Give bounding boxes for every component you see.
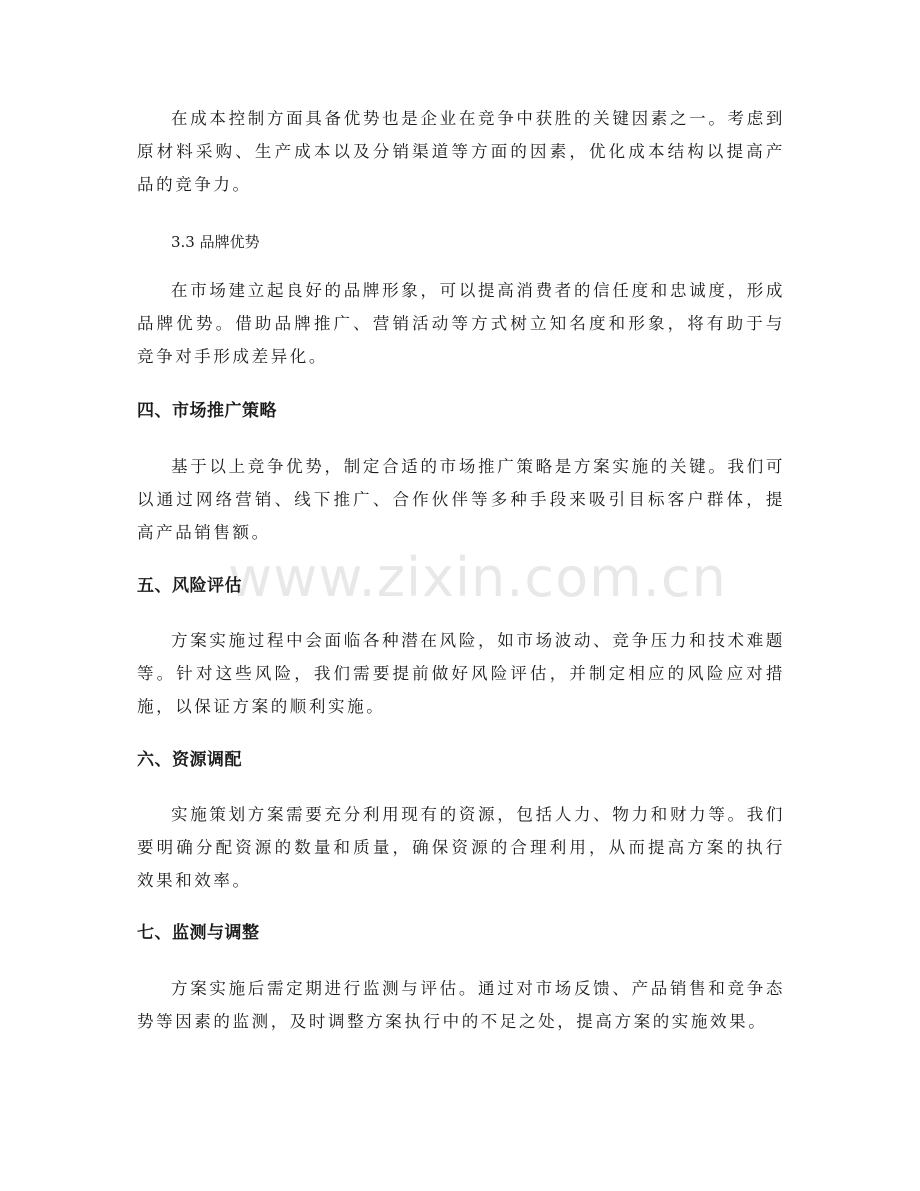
heading-resource-allocation: 六、资源调配 [137,750,242,770]
heading-monitoring-adjustment: 七、监测与调整 [137,923,260,943]
paragraph-monitoring-adjustment: 方案实施后需定期进行监测与评估。通过对市场反馈、产品销售和竞争态势等因素的监测，及时调整方案执行中的不足之处，提高方案的实施效果。 [137,979,785,1031]
paragraph-cost-advantage: 在成本控制方面具备优势也是企业在竞争中获胜的关键因素之一。考虑到原材料采购、生产成本以及分销渠道等方面的因素，优化成本结构以提高产品的竞争力。 [137,109,785,194]
paragraph-market-promotion: 基于以上竞争优势，制定合适的市场推广策略是方案实施的关键。我们可以通过网络营销、线下推广、合作伙伴等多种手段来吸引目标客户群体，提高产品销售额。 [137,457,785,542]
subheading-brand-advantage: 3.3 品牌优势 [171,233,260,251]
heading-risk-assessment: 五、风险评估 [137,576,242,596]
paragraph-resource-allocation: 实施策划方案需要充分利用现有的资源，包括人力、物力和财力等。我们要明确分配资源的数量和质量，确保资源的合理利用，从而提高方案的执行效果和效率。 [137,805,785,890]
watermark: www.zixin.com.cn [228,546,727,609]
paragraph-risk-assessment: 方案实施过程中会面临各种潜在风险，如市场波动、竞争压力和技术难题等。针对这些风险，我们需要提前做好风险评估，并制定相应的风险应对措施，以保证方案的顺利实施。 [137,631,785,716]
paragraph-brand-advantage: 在市场建立起良好的品牌形象，可以提高消费者的信任度和忠诚度，形成品牌优势。借助品牌推广、营销活动等方式树立知名度和形象，将有助于与竞争对手形成差异化。 [137,281,785,366]
heading-market-promotion: 四、市场推广策略 [137,401,277,421]
